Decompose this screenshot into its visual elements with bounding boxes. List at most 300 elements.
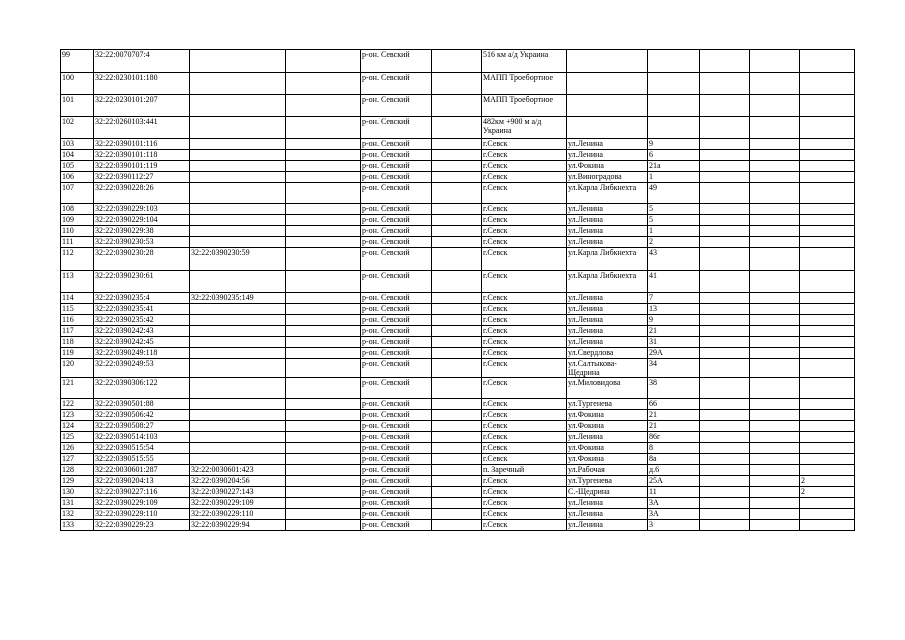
district: р-он. Севский: [361, 399, 432, 410]
empty-cell: [750, 520, 800, 531]
cadastral-number-2: 32:22:0030601:423: [190, 465, 286, 476]
empty-cell: [432, 304, 482, 315]
row-number: 107: [61, 183, 94, 204]
empty-cell: [750, 498, 800, 509]
locality: 516 км а/д Украина: [482, 50, 567, 73]
locality: г.Севск: [482, 348, 567, 359]
locality: г.Севск: [482, 476, 567, 487]
empty-cell: [750, 150, 800, 161]
floors: [800, 215, 855, 226]
row-number: 131: [61, 498, 94, 509]
street: ул.Фокина: [567, 443, 648, 454]
empty-cell: [700, 172, 750, 183]
locality: г.Севск: [482, 150, 567, 161]
empty-cell: [750, 204, 800, 215]
empty-cell: [700, 215, 750, 226]
empty-cell: [700, 378, 750, 399]
house-number: 21: [648, 326, 700, 337]
cadastral-number: 32:22:0390242:45: [94, 337, 190, 348]
empty-cell: [432, 172, 482, 183]
district: р-он. Севский: [361, 248, 432, 271]
street: ул.Ленина: [567, 150, 648, 161]
house-number: [648, 95, 700, 117]
locality: г.Севск: [482, 304, 567, 315]
cadastral-number-2: 32:22:0390229:109: [190, 498, 286, 509]
empty-cell: [286, 150, 361, 161]
house-number: 5: [648, 215, 700, 226]
empty-cell: [432, 421, 482, 432]
empty-cell: [432, 237, 482, 248]
floors: [800, 293, 855, 304]
empty-cell: [286, 487, 361, 498]
empty-cell: [750, 378, 800, 399]
empty-cell: [286, 421, 361, 432]
district: р-он. Севский: [361, 454, 432, 465]
floors: [800, 50, 855, 73]
empty-cell: [432, 161, 482, 172]
empty-cell: [700, 117, 750, 139]
empty-cell: [700, 410, 750, 421]
row-number: 127: [61, 454, 94, 465]
empty-cell: [286, 139, 361, 150]
empty-cell: [750, 161, 800, 172]
floors: [800, 150, 855, 161]
empty-cell: [750, 454, 800, 465]
cadastral-number-2: [190, 304, 286, 315]
street: [567, 50, 648, 73]
empty-cell: [432, 520, 482, 531]
locality: г.Севск: [482, 399, 567, 410]
row-number: 118: [61, 337, 94, 348]
table-row: [61, 326, 855, 337]
cadastral-number-2: [190, 139, 286, 150]
table-row: [61, 359, 855, 378]
empty-cell: [700, 204, 750, 215]
locality: г.Севск: [482, 315, 567, 326]
locality: г.Севск: [482, 215, 567, 226]
street: ул.Тургенева: [567, 399, 648, 410]
locality: г.Севск: [482, 326, 567, 337]
floors: [800, 443, 855, 454]
empty-cell: [286, 172, 361, 183]
empty-cell: [750, 509, 800, 520]
floors: [800, 421, 855, 432]
house-number: 29А: [648, 348, 700, 359]
empty-cell: [286, 443, 361, 454]
empty-cell: [750, 117, 800, 139]
row-number: 123: [61, 410, 94, 421]
locality: г.Севск: [482, 183, 567, 204]
table-row: [61, 50, 855, 73]
street: ул.Ленина: [567, 520, 648, 531]
empty-cell: [432, 150, 482, 161]
district: р-он. Севский: [361, 326, 432, 337]
house-number: 2: [648, 237, 700, 248]
table-row: [61, 410, 855, 421]
locality: п. Заречный: [482, 465, 567, 476]
empty-cell: [286, 215, 361, 226]
cadastral-number-2: [190, 443, 286, 454]
floors: [800, 465, 855, 476]
floors: [800, 520, 855, 531]
row-number: 114: [61, 293, 94, 304]
empty-cell: [700, 337, 750, 348]
table-row: [61, 348, 855, 359]
empty-cell: [286, 337, 361, 348]
street: ул.Ленина: [567, 139, 648, 150]
row-number: 110: [61, 226, 94, 237]
cadastral-number: 32:22:0030601:287: [94, 465, 190, 476]
locality: г.Севск: [482, 421, 567, 432]
cadastral-number: 32:22:0390101:118: [94, 150, 190, 161]
house-number: 66: [648, 399, 700, 410]
empty-cell: [700, 432, 750, 443]
row-number: 113: [61, 271, 94, 293]
empty-cell: [750, 432, 800, 443]
district: р-он. Севский: [361, 215, 432, 226]
empty-cell: [432, 498, 482, 509]
empty-cell: [432, 183, 482, 204]
district: р-он. Севский: [361, 293, 432, 304]
district: р-он. Севский: [361, 348, 432, 359]
empty-cell: [432, 139, 482, 150]
empty-cell: [286, 359, 361, 378]
street: [567, 117, 648, 139]
house-number: 43: [648, 248, 700, 271]
cadastral-number-2: [190, 410, 286, 421]
house-number: 3: [648, 520, 700, 531]
empty-cell: [286, 315, 361, 326]
row-number: 108: [61, 204, 94, 215]
empty-cell: [750, 348, 800, 359]
cadastral-number-2: [190, 315, 286, 326]
district: р-он. Севский: [361, 237, 432, 248]
district: р-он. Севский: [361, 410, 432, 421]
empty-cell: [286, 237, 361, 248]
locality: г.Севск: [482, 432, 567, 443]
cadastral-number-2: 32:22:0390204:56: [190, 476, 286, 487]
floors: [800, 315, 855, 326]
street: ул.Ленина: [567, 315, 648, 326]
table-row: [61, 293, 855, 304]
empty-cell: [432, 410, 482, 421]
floors: [800, 410, 855, 421]
empty-cell: [700, 509, 750, 520]
cadastral-number: 32:22:0230101:180: [94, 73, 190, 95]
house-number: 34: [648, 359, 700, 378]
floors: [800, 248, 855, 271]
table-row: [61, 487, 855, 498]
table-row: [61, 215, 855, 226]
empty-cell: [700, 454, 750, 465]
empty-cell: [432, 465, 482, 476]
empty-cell: [286, 161, 361, 172]
empty-cell: [700, 421, 750, 432]
street: С.-Щедрина: [567, 487, 648, 498]
register-table: [60, 49, 855, 531]
locality: МАПП Троебортное: [482, 73, 567, 95]
empty-cell: [432, 248, 482, 271]
cadastral-number: 32:22:0390101:116: [94, 139, 190, 150]
table-row: [61, 315, 855, 326]
district: р-он. Севский: [361, 304, 432, 315]
floors: [800, 454, 855, 465]
street: ул.Ленина: [567, 498, 648, 509]
cadastral-number-2: [190, 150, 286, 161]
empty-cell: [432, 215, 482, 226]
empty-cell: [286, 509, 361, 520]
empty-cell: [700, 50, 750, 73]
empty-cell: [432, 399, 482, 410]
empty-cell: [286, 117, 361, 139]
house-number: 1: [648, 172, 700, 183]
street: ул.Виноградова: [567, 172, 648, 183]
district: р-он. Севский: [361, 465, 432, 476]
house-number: 6: [648, 150, 700, 161]
empty-cell: [432, 337, 482, 348]
empty-cell: [432, 204, 482, 215]
cadastral-number: 32:22:0390229:103: [94, 204, 190, 215]
empty-cell: [432, 348, 482, 359]
district: р-он. Севский: [361, 378, 432, 399]
empty-cell: [286, 95, 361, 117]
locality: г.Севск: [482, 509, 567, 520]
cadastral-number: 32:22:0390229:38: [94, 226, 190, 237]
empty-cell: [750, 139, 800, 150]
empty-cell: [432, 509, 482, 520]
row-number: 122: [61, 399, 94, 410]
district: р-он. Севский: [361, 161, 432, 172]
empty-cell: [286, 226, 361, 237]
locality: г.Севск: [482, 237, 567, 248]
empty-cell: [750, 172, 800, 183]
empty-cell: [700, 293, 750, 304]
empty-cell: [750, 337, 800, 348]
table-row: [61, 172, 855, 183]
table-row: [61, 73, 855, 95]
empty-cell: [286, 348, 361, 359]
district: р-он. Севский: [361, 443, 432, 454]
locality: г.Севск: [482, 226, 567, 237]
empty-cell: [750, 410, 800, 421]
empty-cell: [286, 454, 361, 465]
district: р-он. Севский: [361, 117, 432, 139]
district: р-он. Севский: [361, 509, 432, 520]
empty-cell: [750, 271, 800, 293]
district: р-он. Севский: [361, 359, 432, 378]
cadastral-number-2: [190, 378, 286, 399]
empty-cell: [432, 271, 482, 293]
house-number: 21: [648, 421, 700, 432]
empty-cell: [750, 293, 800, 304]
row-number: 132: [61, 509, 94, 520]
locality: г.Севск: [482, 498, 567, 509]
empty-cell: [700, 304, 750, 315]
empty-cell: [750, 248, 800, 271]
street: ул.Ленина: [567, 237, 648, 248]
empty-cell: [750, 476, 800, 487]
cadastral-number: 32:22:0390508:27: [94, 421, 190, 432]
street: ул.Ленина: [567, 337, 648, 348]
empty-cell: [700, 248, 750, 271]
locality: г.Севск: [482, 359, 567, 378]
empty-cell: [750, 215, 800, 226]
district: р-он. Севский: [361, 520, 432, 531]
floors: [800, 204, 855, 215]
empty-cell: [700, 326, 750, 337]
empty-cell: [700, 237, 750, 248]
locality: г.Севск: [482, 172, 567, 183]
house-number: [648, 50, 700, 73]
house-number: 21: [648, 410, 700, 421]
floors: [800, 73, 855, 95]
table-row: [61, 399, 855, 410]
street: ул.Карла Либкнехта: [567, 183, 648, 204]
row-number: 117: [61, 326, 94, 337]
floors: [800, 432, 855, 443]
street: [567, 95, 648, 117]
table-row: [61, 337, 855, 348]
cadastral-number: 32:22:0390230:61: [94, 271, 190, 293]
house-number: 5: [648, 204, 700, 215]
locality: г.Севск: [482, 410, 567, 421]
cadastral-number: 32:22:0390228:26: [94, 183, 190, 204]
empty-cell: [432, 487, 482, 498]
cadastral-number: 32:22:0390515:55: [94, 454, 190, 465]
empty-cell: [750, 443, 800, 454]
empty-cell: [700, 150, 750, 161]
cadastral-number: 32:22:0390242:43: [94, 326, 190, 337]
empty-cell: [700, 315, 750, 326]
empty-cell: [286, 248, 361, 271]
locality: г.Севск: [482, 337, 567, 348]
street: ул.Тургенева: [567, 476, 648, 487]
locality: г.Севск: [482, 454, 567, 465]
table-row: [61, 378, 855, 399]
floors: [800, 399, 855, 410]
table-row: [61, 509, 855, 520]
empty-cell: [700, 443, 750, 454]
empty-cell: [286, 326, 361, 337]
floors: 2: [800, 487, 855, 498]
district: р-он. Севский: [361, 271, 432, 293]
row-number: 119: [61, 348, 94, 359]
locality: МАПП Троебортное: [482, 95, 567, 117]
house-number: 31: [648, 337, 700, 348]
floors: [800, 498, 855, 509]
cadastral-number-2: [190, 337, 286, 348]
district: р-он. Севский: [361, 315, 432, 326]
empty-cell: [286, 432, 361, 443]
empty-cell: [286, 465, 361, 476]
table-row: [61, 139, 855, 150]
table-row: [61, 248, 855, 271]
cadastral-number-2: 32:22:0390235:149: [190, 293, 286, 304]
floors: [800, 161, 855, 172]
house-number: 3А: [648, 509, 700, 520]
empty-cell: [286, 293, 361, 304]
cadastral-number: 32:22:0390249:53: [94, 359, 190, 378]
cadastral-number-2: [190, 95, 286, 117]
row-number: 104: [61, 150, 94, 161]
empty-cell: [750, 315, 800, 326]
locality: г.Севск: [482, 293, 567, 304]
empty-cell: [432, 359, 482, 378]
empty-cell: [286, 271, 361, 293]
district: р-он. Севский: [361, 204, 432, 215]
floors: [800, 378, 855, 399]
cadastral-number: 32:22:0390204:13: [94, 476, 190, 487]
floors: [800, 139, 855, 150]
house-number: 13: [648, 304, 700, 315]
house-number: 25А: [648, 476, 700, 487]
street: ул.Фокина: [567, 161, 648, 172]
empty-cell: [432, 454, 482, 465]
empty-cell: [432, 326, 482, 337]
locality: г.Севск: [482, 161, 567, 172]
street: ул.Фокина: [567, 410, 648, 421]
empty-cell: [432, 117, 482, 139]
locality: 482км +900 м а/д Украина: [482, 117, 567, 139]
empty-cell: [432, 476, 482, 487]
empty-cell: [432, 443, 482, 454]
row-number: 115: [61, 304, 94, 315]
empty-cell: [700, 498, 750, 509]
row-number: 128: [61, 465, 94, 476]
floors: [800, 117, 855, 139]
cadastral-number: 32:22:0390227:116: [94, 487, 190, 498]
district: р-он. Севский: [361, 172, 432, 183]
street: ул.Фокина: [567, 454, 648, 465]
cadastral-number-2: [190, 432, 286, 443]
street: ул.Ленина: [567, 304, 648, 315]
house-number: 38: [648, 378, 700, 399]
table-row: [61, 226, 855, 237]
table-body: [61, 50, 855, 531]
district: р-он. Севский: [361, 432, 432, 443]
table-row: [61, 117, 855, 139]
cadastral-number-2: [190, 204, 286, 215]
house-number: 11: [648, 487, 700, 498]
empty-cell: [700, 183, 750, 204]
house-number: 3А: [648, 498, 700, 509]
district: р-он. Севский: [361, 183, 432, 204]
floors: [800, 95, 855, 117]
floors: [800, 509, 855, 520]
cadastral-number-2: [190, 117, 286, 139]
empty-cell: [432, 378, 482, 399]
district: р-он. Севский: [361, 73, 432, 95]
cadastral-number-2: [190, 237, 286, 248]
street: [567, 73, 648, 95]
empty-cell: [286, 73, 361, 95]
empty-cell: [700, 161, 750, 172]
locality: г.Севск: [482, 378, 567, 399]
cadastral-number-2: [190, 348, 286, 359]
cadastral-number: 32:22:0390306:122: [94, 378, 190, 399]
empty-cell: [700, 348, 750, 359]
row-number: 129: [61, 476, 94, 487]
cadastral-number-2: [190, 359, 286, 378]
table-row: [61, 498, 855, 509]
table-row: [61, 95, 855, 117]
locality: г.Севск: [482, 443, 567, 454]
empty-cell: [700, 476, 750, 487]
empty-cell: [750, 399, 800, 410]
empty-cell: [750, 304, 800, 315]
row-number: 121: [61, 378, 94, 399]
house-number: 9: [648, 139, 700, 150]
